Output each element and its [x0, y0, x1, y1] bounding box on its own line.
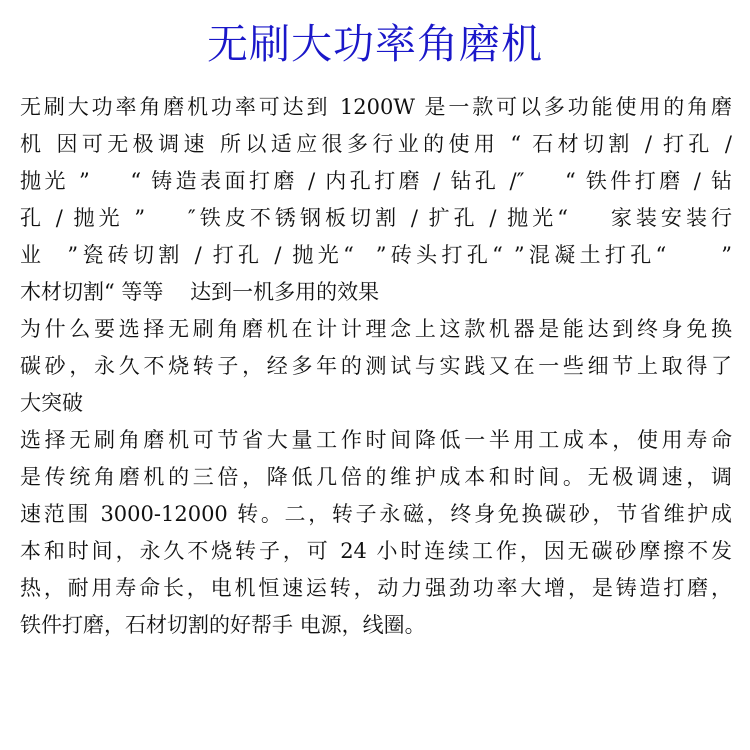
text-line: 速范围 3000-12000 转。二，转子永磁，终身免换碳砂，节省维护成: [20, 502, 732, 526]
text-line: 业 ”瓷砖切割 / 打孔 / 抛光“ ”砖头打孔“ ”混凝土打孔“ ”: [20, 243, 732, 267]
text-line: 碳砂，永久不烧转子，经多年的测试与实践又在一些细节上取得了: [20, 354, 732, 378]
text-line: 选择无刷角磨机可节省大量工作时间降低一半用工成本，使用寿命: [20, 428, 732, 452]
page-title: 无刷大功率角磨机: [207, 20, 543, 68]
text-line: 无刷大功率角磨机功率可达到 1200W 是一款可以多功能使用的角磨: [20, 95, 732, 119]
text-line: 抛光 ” “ 铸造表面打磨 / 内孔打磨 / 钻孔 /″ “ 铁件打磨 / 钻: [20, 169, 732, 193]
text-line: 热，耐用寿命长，电机恒速运转，动力强劲功率大增，是铸造打磨，: [20, 576, 732, 600]
description-text: [20, 89, 732, 644]
text-line: 本和时间，永久不烧转子，可 24 小时连续工作，因无碳砂摩擦不发: [20, 539, 732, 563]
text-line: 为什么要选择无刷角磨机在计计理念上这款机器是能达到终身免换: [20, 317, 732, 341]
text-line: 大突破: [20, 391, 83, 415]
text-line: 机 因可无极调速 所以适应很多行业的使用 “ 石材切割 / 打孔 /: [20, 132, 732, 156]
text-line: 木材切割“ 等等 达到一机多用的效果: [20, 280, 380, 304]
text-line: 铁件打磨，石材切割的好帮手 电源，线圈。: [20, 613, 426, 637]
text-line: 是传统角磨机的三倍，降低几倍的维护成本和时间。无极调速，调: [20, 465, 732, 489]
text-line: 孔 / 抛光 ” ″铁皮不锈钢板切割 / 扩孔 / 抛光“ 家装安装行: [20, 206, 732, 230]
